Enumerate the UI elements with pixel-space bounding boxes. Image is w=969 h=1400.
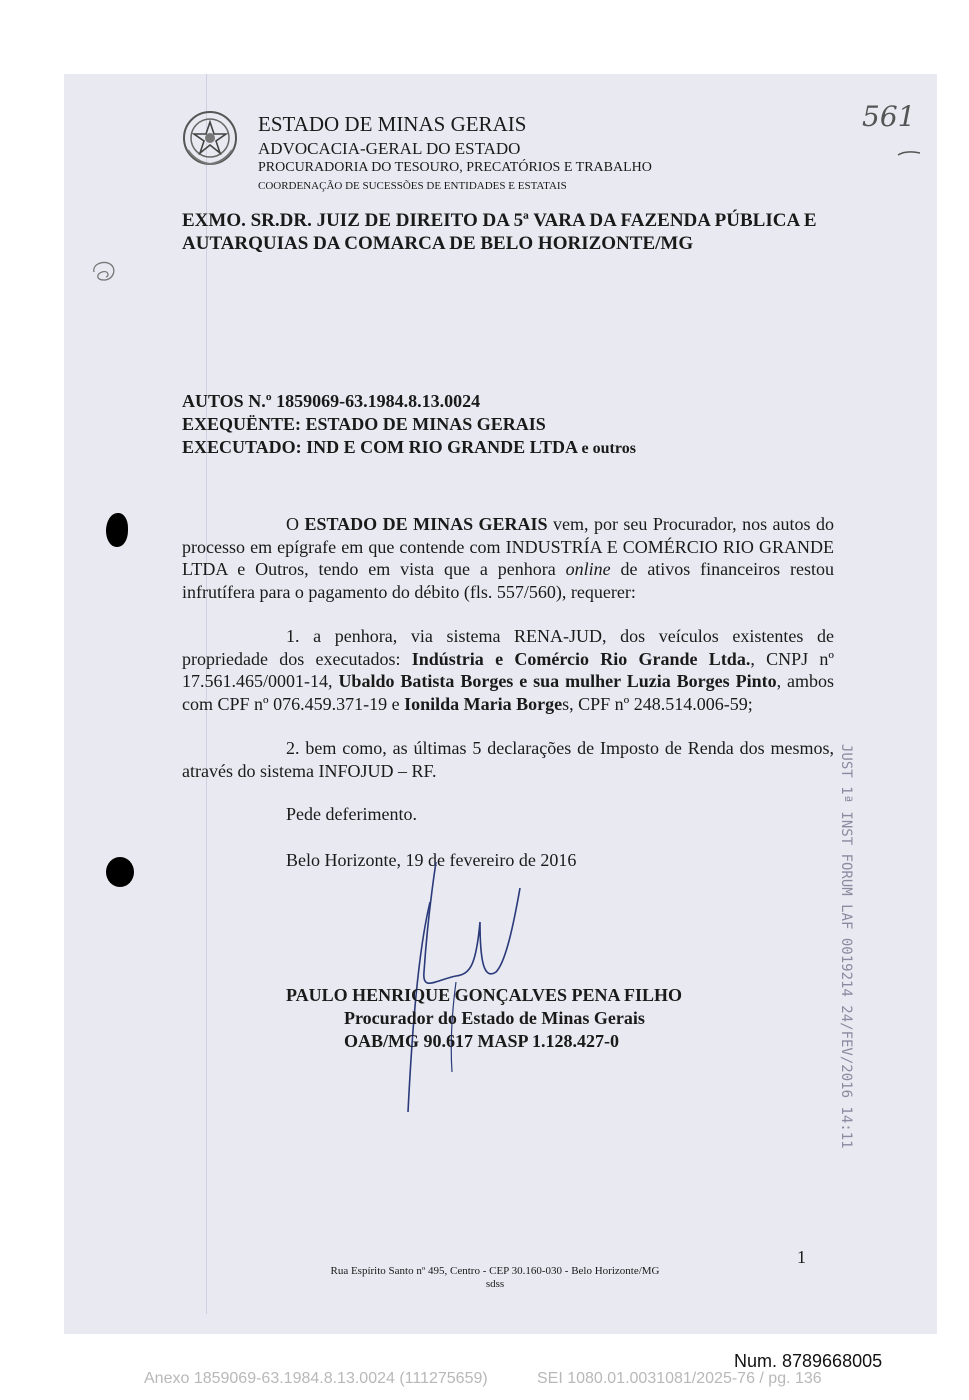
punch-hole-mark xyxy=(106,513,128,547)
addressee-line-1: EXMO. SR.DR. JUIZ DE DIREITO DA 5ª VARA DA FAZENDA PÚBLICA E xyxy=(182,210,817,231)
case-defendant xyxy=(182,436,636,460)
closing-phrase: Pede deferimento. xyxy=(286,804,417,824)
addressee xyxy=(182,209,817,255)
protocol-stamp-text: JUST 1ª INST FORUM LAF 0019214 24/FEV/2016 14:11 xyxy=(838,744,854,1149)
signatory-name: PAULO HENRIQUE GONÇALVES PENA FILHO xyxy=(286,985,683,1005)
header-department: PROCURADORIA DO TESOURO, PRECATÓRIOS E TRABALHO xyxy=(258,160,652,175)
header-agency: ADVOCACIA-GERAL DO ESTADO xyxy=(258,139,521,158)
handwritten-page-number: 561 xyxy=(862,100,916,133)
case-defendant-suffix: e outros xyxy=(581,440,636,457)
body-paragraph-2: 1. a penhora, via sistema RENA-JUD, dos veículos existentes de propriedade dos executados: Indústria e Comércio Rio Grande Ltda., CNPJ nº 17.561.465/0001-14, Ubaldo Batista Borges e sua mulher Luzia Borges Pinto, ambos com CPF nº 076.459.371-19 e Ionilda Maria Borges, CPF nº 248.514.006-59; xyxy=(182,626,835,714)
header-coordination: COORDENAÇÃO DE SUCESSÕES DE ENTIDADES E ESTATAIS xyxy=(258,180,567,192)
footer-address: Rua Espírito Santo nº 495, Centro - CEP 30.160-030 - Belo Horizonte/MG xyxy=(330,1265,660,1277)
watermark-sei: SEI 1080.01.0031081/2025-76 / pg. 136 xyxy=(537,1370,822,1387)
header-state: ESTADO DE MINAS GERAIS xyxy=(258,112,527,136)
signatory-registration: OAB/MG 90.617 MASP 1.128.427-0 xyxy=(344,1031,619,1051)
body-paragraph-3: 2. bem como, as últimas 5 declarações de Imposto de Renda dos mesmos, através do sistema INFOJUD – RF. xyxy=(182,738,834,781)
case-plaintiff: EXEQUËNTE: ESTADO DE MINAS GERAIS xyxy=(182,414,546,434)
case-defendant-name: EXECUTADO: IND E COM RIO GRANDE LTDA xyxy=(182,437,578,457)
body-paragraph-1: O ESTADO DE MINAS GERAIS vem, por seu Procurador, nos autos do processo em epígrafe em que contende com INDUSTRÍA E COMÉRCIO RIO GRANDE LTDA e Outros, tendo em vista que a penhora online de ativos financeiros restou infrutífera para o pagamento do débito (fls. 557/560), requerer: xyxy=(182,514,835,602)
document-number-ref: Num. 8789668005 xyxy=(734,1351,883,1371)
handwritten-dash xyxy=(896,148,922,158)
case-number: AUTOS N.º 1859069-63.1984.8.13.0024 xyxy=(182,391,481,411)
margin-mark-icon xyxy=(90,258,118,284)
footer xyxy=(300,1265,690,1291)
page-number: 1 xyxy=(797,1247,806,1267)
footer-initials: sdss xyxy=(485,1278,505,1290)
state-seal-icon xyxy=(182,110,238,166)
signatory-role: Procurador do Estado de Minas Gerais xyxy=(344,1008,645,1028)
protocol-stamp xyxy=(838,744,866,1149)
case-block xyxy=(182,390,636,460)
punch-hole-mark xyxy=(106,857,134,887)
date-line: Belo Horizonte, 19 de fevereiro de 2016 xyxy=(286,850,577,870)
watermark-annex: Anexo 1859069-63.1984.8.13.0024 (111275659) xyxy=(144,1370,488,1387)
addressee-line-2: AUTARQUIAS DA COMARCA DE BELO HORIZONTE/MG xyxy=(182,233,694,254)
